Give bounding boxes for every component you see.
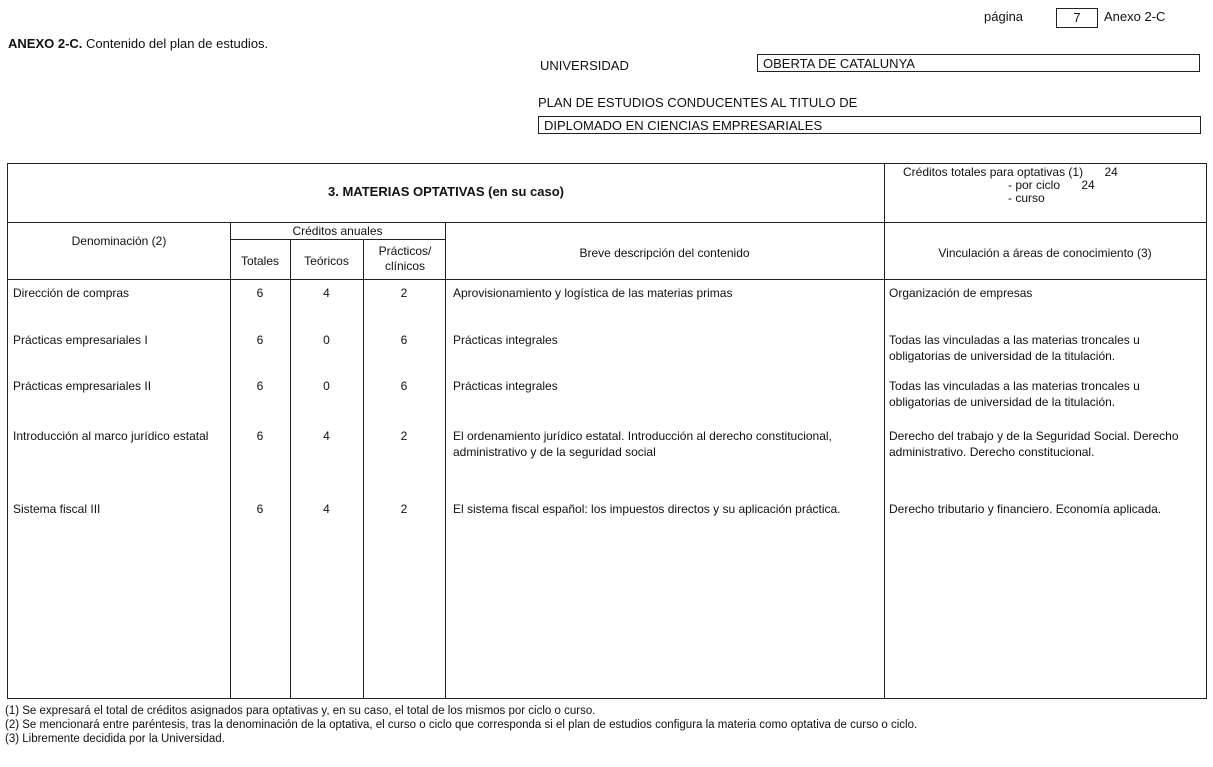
table-title: 3. MATERIAS OPTATIVAS (en su caso) xyxy=(328,184,564,199)
credits-line1: Créditos totales para optativas (1) xyxy=(903,165,1084,179)
footnote-3: (3) Libremente decidida por la Universidad. xyxy=(5,733,225,745)
credits-value2: 24 xyxy=(1081,178,1095,192)
credits-line2: - por ciclo xyxy=(1008,178,1061,192)
optional-subjects-table xyxy=(7,163,1207,699)
annex-title xyxy=(8,36,268,51)
row-denominacion: Introducción al marco jurídico estatal xyxy=(13,429,209,443)
row-totales: 6 xyxy=(256,286,264,300)
annex-title-rest: Contenido del plan de estudios. xyxy=(86,36,269,51)
annex-title-bold: ANEXO 2-C. xyxy=(8,36,83,51)
credits-summary xyxy=(903,166,1153,205)
page-number-box: 7 xyxy=(1056,8,1098,28)
university-label: UNIVERSIDAD xyxy=(540,58,629,73)
col-totales: Totales xyxy=(240,254,280,268)
row-denominacion: Dirección de compras xyxy=(13,286,130,300)
row-descripcion: Prácticas integrales xyxy=(453,379,558,393)
row-vinculacion: Derecho tributario y financiero. Economía aplicada. xyxy=(889,502,1162,516)
row-teoricos: 4 xyxy=(323,429,330,443)
row-teoricos: 0 xyxy=(323,379,330,393)
row-denominacion: Prácticas empresariales I xyxy=(13,333,148,347)
row-practicos: 2 xyxy=(400,502,408,516)
col-teoricos: Teóricos xyxy=(304,254,349,268)
credits-line3: - curso xyxy=(1008,191,1045,205)
row-descripcion: Prácticas integrales xyxy=(453,333,558,347)
row-vinculacion: Todas las vinculadas a las materias troncales u obligatorias de universidad de la titulación. xyxy=(889,379,1140,409)
row-descripcion: El sistema fiscal español: los impuestos directos y su aplicación práctica. xyxy=(453,502,841,516)
row-totales: 6 xyxy=(256,379,264,393)
row-teoricos: 4 xyxy=(323,502,330,516)
row-teoricos: 0 xyxy=(323,333,330,347)
row-practicos: 6 xyxy=(400,379,408,393)
row-practicos: 2 xyxy=(400,429,408,443)
footnotes xyxy=(5,704,1205,746)
row-teoricos: 4 xyxy=(323,286,330,300)
annex-label: Anexo 2-C xyxy=(1104,9,1166,24)
row-totales: 6 xyxy=(256,502,264,516)
row-practicos: 2 xyxy=(400,286,408,300)
row-descripcion: Aprovisionamiento y logística de las materias primas xyxy=(453,286,733,300)
university-value: OBERTA DE CATALUNYA xyxy=(757,54,1200,72)
col-vinculacion: Vinculación a áreas de conocimiento (3) xyxy=(938,246,1152,260)
row-vinculacion: Derecho del trabajo y de la Seguridad Social. Derecho administrativo. Derecho constitucional. xyxy=(889,429,1179,459)
row-descripcion: El ordenamiento jurídico estatal. Introducción al derecho constitucional, administrativo y de la seguridad social xyxy=(453,429,832,459)
plan-label: PLAN DE ESTUDIOS CONDUCENTES AL TITULO DE xyxy=(538,95,858,110)
plan-value: DIPLOMADO EN CIENCIAS EMPRESARIALES xyxy=(538,116,1201,134)
col-practicos: Prácticos/ clínicos xyxy=(378,244,432,273)
row-practicos: 6 xyxy=(400,333,408,347)
page-label: página xyxy=(984,9,1024,24)
col-descripcion: Breve descripción del contenido xyxy=(579,246,750,260)
row-totales: 6 xyxy=(256,333,264,347)
credits-value1: 24 xyxy=(1104,165,1118,179)
row-vinculacion: Todas las vinculadas a las materias troncales u obligatorias de universidad de la titulación. xyxy=(889,333,1140,363)
footnote-2: (2) Se mencionará entre paréntesis, tras la denominación de la optativa, el curso o ciclo que corresponda si el plan de estudios configura la materia como optativa de curso o ciclo. xyxy=(5,719,918,731)
row-vinculacion: Organización de empresas xyxy=(889,286,1033,300)
row-denominacion: Prácticas empresariales II xyxy=(13,379,152,393)
footnote-1: (1) Se expresará el total de créditos asignados para optativas y, en su caso, el total de los mismos por ciclo o curso. xyxy=(5,705,596,717)
row-totales: 6 xyxy=(256,429,264,443)
col-creditos-anuales: Créditos anuales xyxy=(292,224,383,238)
row-denominacion: Sistema fiscal III xyxy=(13,502,101,516)
col-denominacion: Denominación (2) xyxy=(71,234,167,248)
